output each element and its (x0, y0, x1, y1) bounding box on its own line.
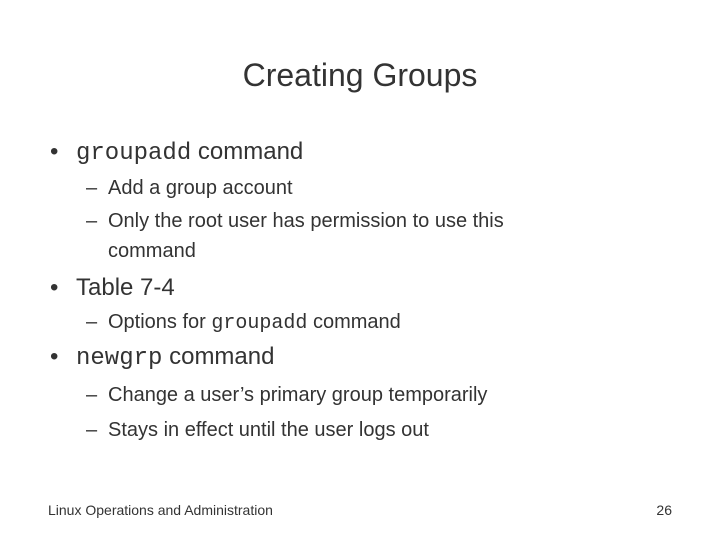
sub-bullet-1-1: Add a group account (108, 177, 293, 199)
sub-bullet-3-2: Stays in effect until the user logs out (108, 419, 429, 441)
bullet-2-text: Table 7-4 (76, 274, 175, 301)
command-name: groupadd (211, 312, 308, 335)
sub-bullet-marker: – (86, 177, 98, 199)
bullet-1-text: groupadd command (76, 138, 304, 167)
bullet-1 (50, 137, 58, 167)
bullet-3: • (50, 343, 59, 370)
footer-course-title: Linux Operations and Administration (48, 502, 273, 518)
slide-title: Creating Groups (242, 57, 478, 93)
sub-bullet-3-1: Change a user’s primary group temporarily (108, 384, 488, 406)
sub-bullet-1-2: Only the root user has permission to use this (108, 210, 504, 232)
sub-bullet-marker: – (86, 419, 98, 441)
bullet-marker: • (50, 138, 59, 165)
sub-bullet-marker: – (86, 210, 98, 232)
sub-bullet-marker: – (86, 384, 98, 406)
page-number: 26 (656, 502, 672, 518)
bullet-2: • (50, 274, 59, 301)
command-name: newgrp (76, 345, 163, 372)
sub-bullet-2-1: Options for groupadd command (108, 311, 401, 335)
bullet-3-text: newgrp command (76, 343, 275, 372)
sub-bullet-marker: – (86, 311, 98, 333)
command-name: groupadd (76, 140, 192, 167)
sub-bullet-1-2-continued: command (108, 240, 196, 262)
